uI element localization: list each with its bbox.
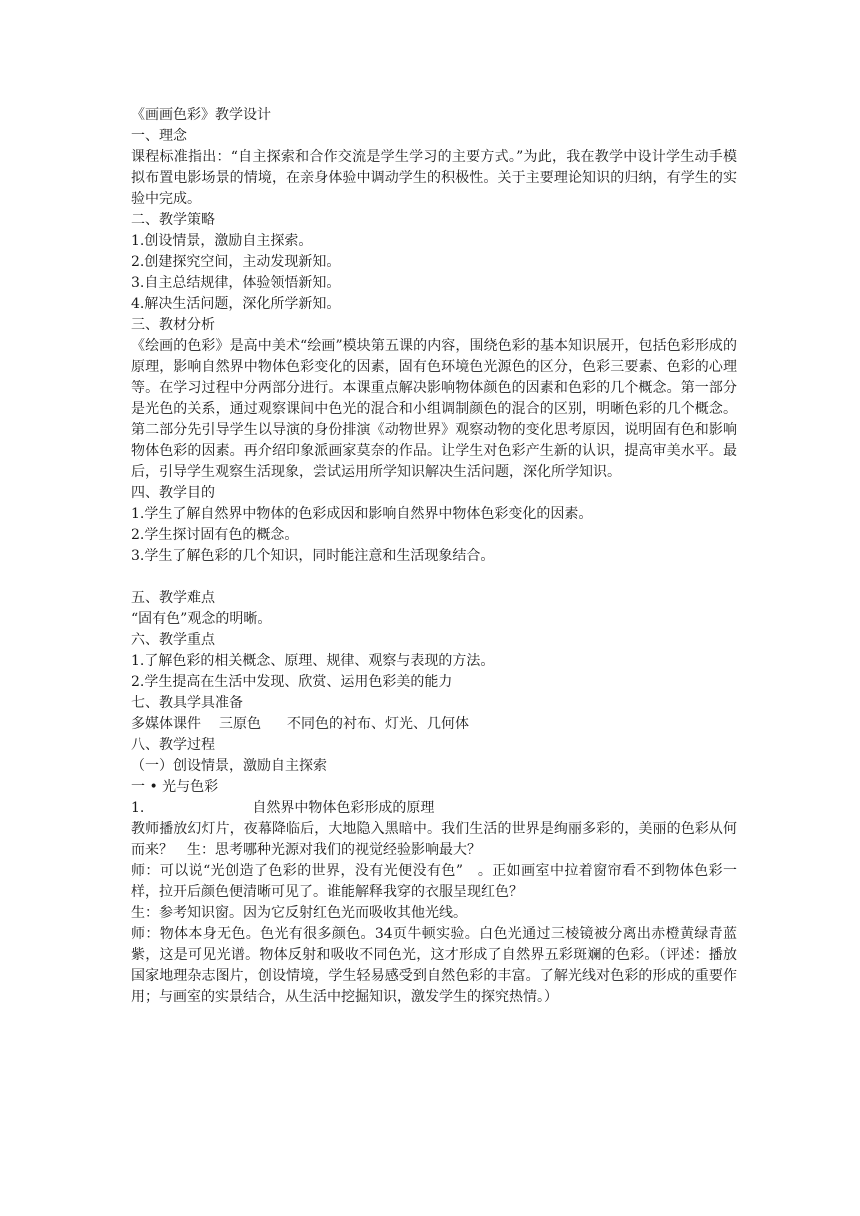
material-analysis-paragraph: 《绘画的色彩》是高中美术“绘画”模块第五课的内容，围绕色彩的基本知识展开，包括色彩形成的原理，影响自然界中物体色彩变化的因素，固有色环境色光源色的区分，色彩三要素、色彩的心理等。在学习过程中分两部分进行。本课重点解决影响物体颜色的因素和色彩的几个概念。第一部分是光色的关系，通过观察课间中色光的混合和小组调制颜色的混合的区别，明晰色彩的几个概念。第二部分先引导学生以导演的身份排演《动物世界》观察动物的变化思考原因，说明固有色和影响物体色彩的因素。再介绍印象派画家莫奈的作品。让学生对色彩产生新的认识，提高审美水平。最后，引导学生观察生活现象，尝试运用所学知识解决生活问题，深化所学知识。	[131, 338, 737, 480]
item-title: 自然界中物体色彩形成的原理	[252, 800, 435, 816]
part-heading: 一 • 光与色彩	[131, 779, 219, 795]
process-paragraph: 师：可以说“光创造了色彩的世界，没有光便没有色” 。正如画室中拉着窗帘看不到物体色彩一样，拉开后颜色便清晰可见了。谁能解释我穿的衣服呈现红色？	[131, 863, 737, 900]
teaching-aid: 多媒体课件	[131, 716, 201, 732]
concept-paragraph: 课程标准指出：“自主探索和合作交流是学生学习的主要方式。”为此，我在教学中设计学生动手模拟布置电影场景的情境，在亲身体验中调动学生的积极性。关于主要理论知识的归纳，有学生的实验中完成。	[131, 149, 737, 207]
objective-item: 3.学生了解色彩的几个知识，同时能注意和生活现象结合。	[131, 548, 495, 564]
document-body	[131, 105, 737, 1008]
item-number: 1.	[131, 800, 145, 816]
blank-line	[131, 567, 737, 588]
teaching-aids-line	[131, 714, 737, 735]
teaching-aid: 三原色	[219, 716, 261, 732]
section-heading-teaching-process: 八、教学过程	[131, 737, 215, 753]
subsection-heading: （一）创设情景，激励自主探索	[131, 758, 327, 774]
process-paragraph: 教师播放幻灯片，夜幕降临后，大地隐入黑暗中。我们生活的世界是绚丽多彩的，美丽的色彩从何而来？ 生：思考哪种光源对我们的视觉经验影响最大？	[131, 821, 737, 858]
section-heading-material-analysis: 三、教材分析	[131, 317, 215, 333]
section-heading-key-points: 六、教学重点	[131, 632, 215, 648]
strategy-item: 2.创建探究空间，主动发现新知。	[131, 254, 341, 270]
key-point-item: 2.学生提高在生活中发现、欣赏、运用色彩美的能力	[131, 674, 453, 690]
section-heading-difficulty: 五、教学难点	[131, 590, 215, 606]
objective-item: 2.学生探讨固有色的概念。	[131, 527, 299, 543]
section-heading-strategy: 二、教学策略	[131, 212, 215, 228]
section-heading-teaching-aids: 七、教具学具准备	[131, 695, 243, 711]
strategy-item: 3.自主总结规律，体验领悟新知。	[131, 275, 341, 291]
key-point-item: 1.了解色彩的相关概念、原理、规律、观察与表现的方法。	[131, 653, 495, 669]
process-paragraph: 生：参考知识窗。因为它反射红色光而吸收其他光线。	[131, 905, 467, 921]
numbered-item-heading	[131, 798, 737, 819]
strategy-item: 1.创设情景，激励自主探索。	[131, 233, 313, 249]
teaching-aid: 不同色的衬布、灯光、几何体	[287, 716, 469, 732]
objective-item: 1.学生了解自然界中物体的色彩成因和影响自然界中物体色彩变化的因素。	[131, 506, 593, 522]
document-title: 《画画色彩》教学设计	[131, 107, 271, 123]
difficulty-text: “固有色”观念的明晰。	[131, 611, 272, 627]
strategy-item: 4.解决生活问题，深化所学新知。	[131, 296, 341, 312]
process-paragraph: 师：物体本身无色。色光有很多颜色。34页牛顿实验。白色光通过三棱镜被分离出赤橙黄绿青蓝紫，这是可见光谱。物体反射和吸收不同色光，这才形成了自然界五彩斑斓的色彩。（评述：播放国家地理杂志图片，创设情境，学生轻易感受到自然色彩的丰富。了解光线对色彩的形成的重要作用；与画室的实景结合，从生活中挖掘知识，激发学生的探究热情。）	[131, 926, 737, 1005]
section-heading-objectives: 四、教学目的	[131, 485, 215, 501]
section-heading-concept: 一、理念	[131, 128, 187, 144]
